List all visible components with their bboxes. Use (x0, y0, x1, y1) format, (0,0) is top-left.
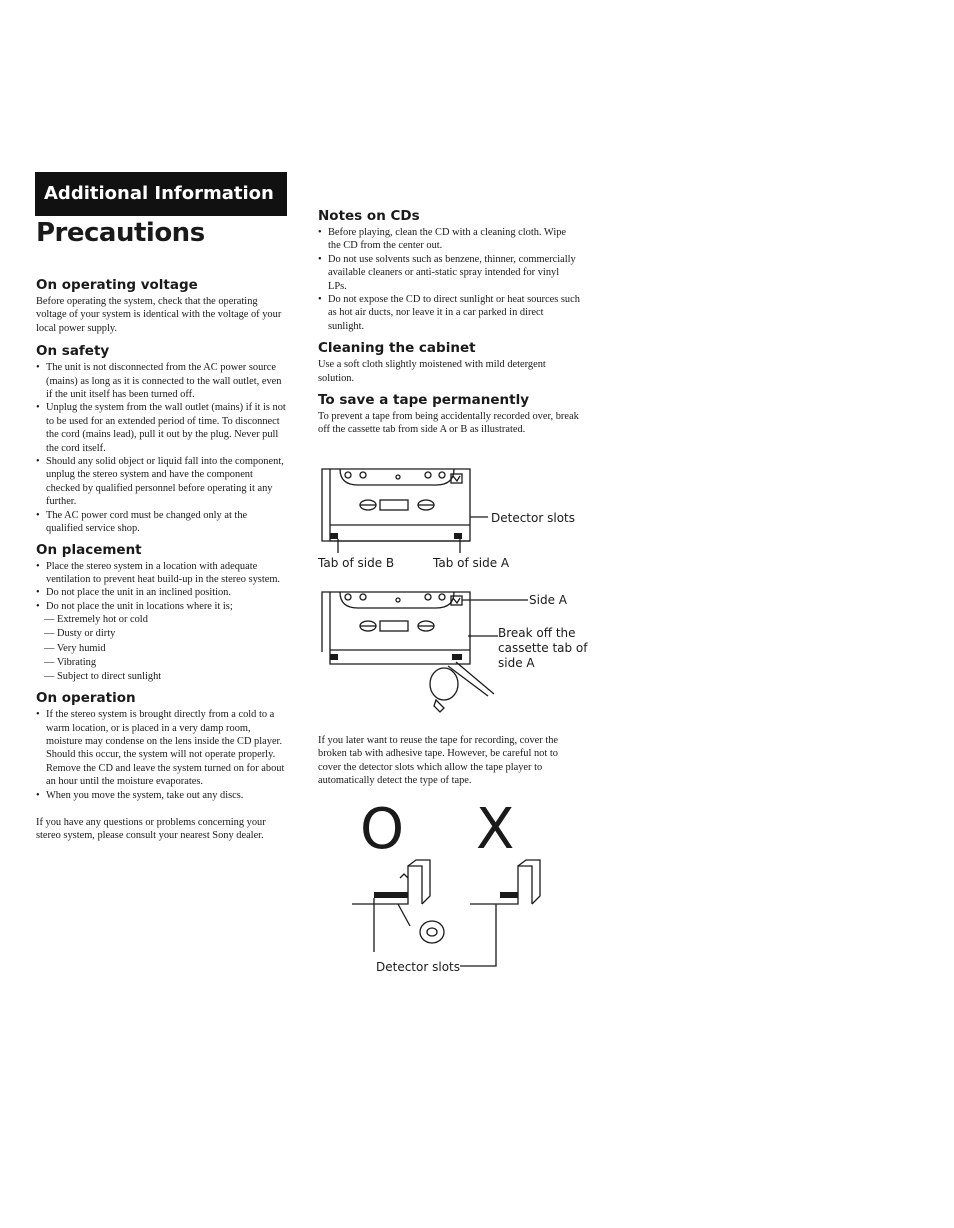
cassette-tabs-illustration (318, 465, 488, 555)
fig1-tab-a-label: Tab of side A (433, 556, 510, 570)
voltage-text: Before operating the system, check that the operating voltage of your system is identical with the voltage of your local power supply. (36, 296, 282, 334)
placement-sublist (36, 613, 286, 684)
list-item: • Place the stereo system in a location with adequate ventilation to prevent heat build-up in the stereo system. (36, 560, 286, 587)
list-item: • Unplug the system from the wall outlet (mains) if it is not to be used for an extended period of time. To disconnect the cord (mains lead), pull it out by the plug. Never pull the cord itself. (36, 401, 286, 455)
list-item: • Do not expose the CD to direct sunlight or heat sources such as hot air ducts, nor leave it in a car parked in direct sunlight. (318, 293, 580, 333)
cds-heading: Notes on CDs (318, 208, 420, 224)
left-column (36, 276, 286, 843)
fig1-tab-b-label: Tab of side B (318, 556, 395, 570)
cabinet-text: Use a soft cloth slightly moistened with mild detergent solution. (318, 359, 546, 384)
list-item: • When you move the system, take out any discs. (36, 789, 286, 802)
ng-symbol: X (476, 797, 515, 862)
list-item: • Should any solid object or liquid fall into the component, unplug the stereo system and have the component checked by qualified personnel before operating it any further. (36, 455, 286, 509)
list-item: • The AC power cord must be changed only at the qualified service shop. (36, 509, 286, 536)
tape-text: To prevent a tape from being accidentally recorded over, break off the cassette tab from side A or B as illustrated. (318, 411, 579, 436)
voltage-heading: On operating voltage (36, 277, 198, 293)
placement-heading: On placement (36, 541, 142, 558)
list-item: • The unit is not disconnected from the AC power source (mains) as long as it is connected to the wall outlet, even if the unit itself has been turned off. (36, 361, 286, 401)
middle-column (318, 207, 580, 437)
section-banner: Additional Information (35, 172, 287, 216)
list-item: — Vibrating (44, 656, 286, 670)
cds-list (318, 226, 580, 333)
page-title: Precautions (36, 218, 205, 248)
tape-detection-illustration (350, 856, 550, 976)
list-item: • Do not place the unit in locations where it is; (36, 600, 286, 613)
list-item: — Extremely hot or cold (44, 613, 286, 627)
list-item: • Do not use solvents such as benzene, thinner, commercially available cleaners or anti-static spray intended for vinyl LPs. (318, 253, 580, 293)
tape-heading: To save a tape permanently (318, 392, 529, 409)
list-item: • If the stereo system is brought directly from a cold to a warm location, or is placed in a very damp room, moisture may condense on the lens inside the CD player. Should this occur, the system will not operate properly. Remove the CD and leave the system turned on for about an hour until the moisture evaporates. (36, 708, 286, 788)
placement-list (36, 560, 286, 614)
list-item: — Very humid (44, 642, 286, 656)
list-item: • Do not place the unit in an inclined position. (36, 586, 286, 599)
operation-heading: On operation (36, 690, 136, 707)
safety-heading: On safety (36, 343, 110, 360)
list-item: • Before playing, clean the CD with a cleaning cloth. Wipe the CD from the center out. (318, 226, 580, 253)
fig3-detector-slots-label: Detector slots (376, 960, 460, 974)
reuse-text: If you later want to reuse the tape for recording, cover the broken tab with adhesive tape. However, be careful not to cover the detector slots which allow the tape player to automatically detect the type of tape. (318, 735, 559, 787)
break-tab-illustration (318, 588, 528, 713)
fig2-break-off-label-3: side A (498, 656, 535, 670)
cabinet-heading: Cleaning the cabinet (318, 340, 476, 357)
fig2-break-off-label-1: Break off the (498, 626, 576, 640)
safety-list (36, 361, 286, 535)
closing-text: If you have any questions or problems concerning your stereo system, please consult your nearest Sony dealer. (36, 816, 266, 842)
fig2-break-off-label-2: cassette tab of (498, 641, 588, 655)
list-item: — Dusty or dirty (44, 627, 286, 641)
fig2-side-a-label: Side A (529, 593, 567, 607)
fig1-detector-slots-label: Detector slots (491, 511, 575, 525)
operation-list (36, 708, 286, 802)
list-item: — Subject to direct sunlight (44, 670, 286, 684)
ok-symbol: O (360, 797, 405, 862)
